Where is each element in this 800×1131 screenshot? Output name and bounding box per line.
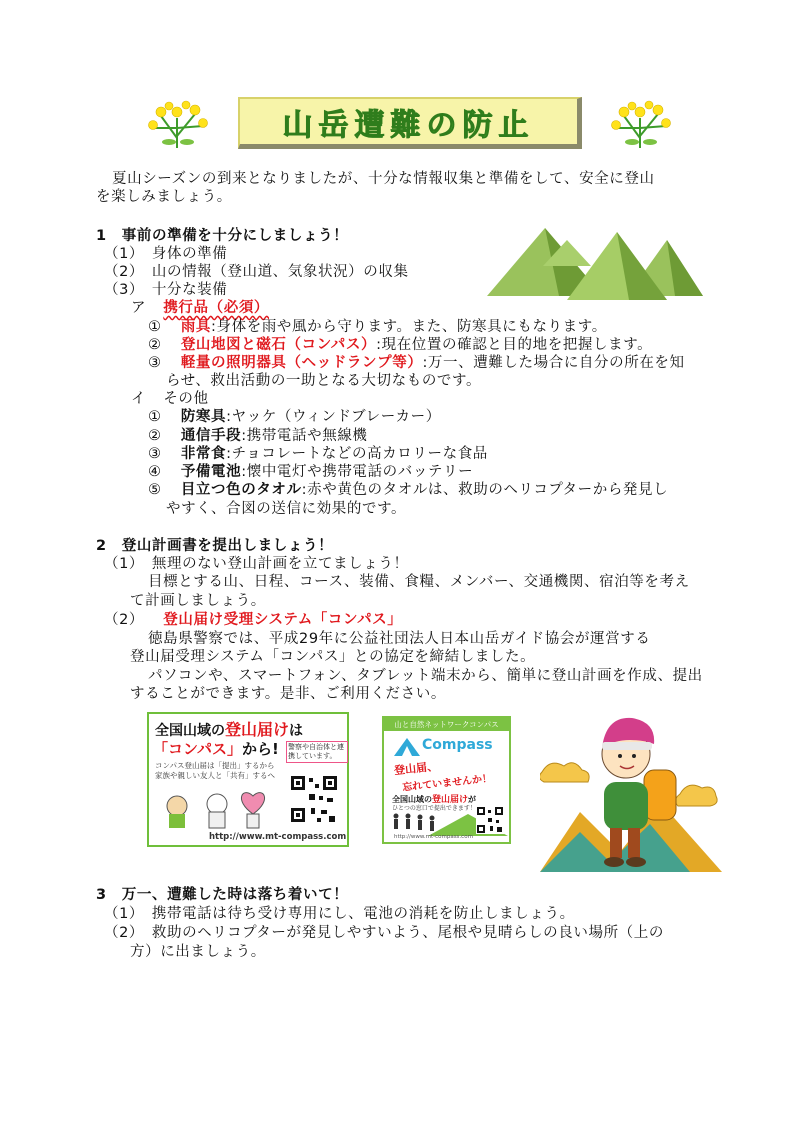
mountains-illustration <box>487 226 703 306</box>
flower-left-icon <box>143 98 211 150</box>
flyer1-line1 <box>155 717 303 740</box>
s2-item-2 <box>104 611 402 630</box>
compass-flyer-1 <box>147 712 349 847</box>
s1-a1 <box>148 318 607 337</box>
s1-item-1: （1） 身体の準備 <box>104 246 228 262</box>
b2-num: ② <box>148 428 162 444</box>
b5-num: ⑤ <box>148 482 162 498</box>
flyer2-line2: ひとつの窓口で提出できます！ <box>392 805 476 812</box>
b1-text: :ヤッケ（ウィンドブレーカー） <box>226 409 441 425</box>
a2-text: :現在位置の確認と目的地を把握します。 <box>376 337 653 353</box>
s1-sub-a <box>131 299 269 318</box>
flyer2-url: http://www.mt-compass.com <box>394 834 473 840</box>
b3-num: ③ <box>148 446 162 462</box>
section3-heading: 3 万一、遭難した時は落ち着いて！ <box>96 887 349 903</box>
flyer1-line2 <box>153 738 279 759</box>
b3-key: 非常食 <box>180 446 227 462</box>
b4-num: ④ <box>148 464 162 480</box>
b1-key: 防寒具 <box>180 409 227 425</box>
s2-item-2-title: 登山届け受理システム「コンパス」 <box>163 612 403 628</box>
s1-a3 <box>148 354 685 373</box>
a3-num: ③ <box>148 355 162 371</box>
s1-a2 <box>148 336 652 355</box>
flyer1-line2a: 「コンパス」 <box>153 740 242 758</box>
flyer1-line1c: は <box>289 723 304 739</box>
compass-logo-icon <box>394 736 420 756</box>
s3-item-2b: 方）に出ましょう。 <box>130 944 266 960</box>
flyer2-line1a: 全国山域の <box>392 795 432 804</box>
section1-heading: 1 事前の準備を十分にしましょう！ <box>96 228 349 244</box>
flyer1-line1a: 全国山域の <box>155 723 225 739</box>
s2-p2b: することができます。是非、ご利用ください。 <box>130 686 446 702</box>
s2-p1a: 徳島県警察では、平成29年に公益社団法人日本山岳ガイド協会が運営する <box>148 631 651 647</box>
flyer2-line1b: 登山届け <box>432 795 469 805</box>
b5-text: :赤や黄色のタオルは、救助のヘリコプターから発見し <box>301 482 669 498</box>
flyer1-small2: 家族や親しい友人と「共有」するへ <box>155 771 275 780</box>
flyer1-line2b: から! <box>241 740 279 758</box>
page-title: 山岳遭難の防止 <box>282 107 535 143</box>
s2-p1b: 登山届受理システム「コンパス」との協定を締結しました。 <box>130 649 536 665</box>
a1-key: 雨具 <box>180 319 212 335</box>
s2-p2a: パソコンや、スマートフォン、タブレット端末から、簡単に登山計画を作成、提出 <box>148 668 703 684</box>
s1-sub-a-title: 携行品（必須） <box>163 300 270 316</box>
a1-text: :身体を雨や風から守ります。また、防寒具にもなります。 <box>211 319 607 335</box>
section2-heading: 2 登山計画書を提出しましょう！ <box>96 538 334 554</box>
b4-text: :懐中電灯や携帯電話のバッテリー <box>241 464 474 480</box>
s3-item-1: （1） 携帯電話は待ち受け専用にし、電池の消耗を防止しましょう。 <box>104 906 575 922</box>
flower-right-icon <box>606 98 674 150</box>
s1-item-2: （2） 山の情報（登山道、気象状況）の収集 <box>104 264 409 280</box>
s1-sub-b <box>131 390 209 409</box>
s1-b1 <box>148 408 441 427</box>
s2-item-1: （1） 無理のない登山計画を立てましょう！ <box>104 556 409 572</box>
a1-num: ① <box>148 319 162 335</box>
b4-key: 予備電池 <box>180 464 242 480</box>
flyer1-small1: コンパス登山届は「提出」するから <box>155 761 275 770</box>
s2-item-1-text-1: 目標とする山、日程、コース、装備、食糧、メンバー、交通機関、宿泊等を考え <box>148 574 690 590</box>
s1-b5-cont: やすく、合図の送信に効果的です。 <box>166 501 407 517</box>
flyer1-note: 警察や自治体と連携しています。 <box>286 741 348 763</box>
s1-sub-a-label: ア <box>131 300 147 316</box>
flyer2-line1c: が <box>468 795 477 804</box>
s2-item-1-text-2: て計画しましょう。 <box>130 593 266 609</box>
s3-item-2a: （2） 救助のヘリコプターが発見しやすいよう、尾根や見晴らしの良い場所（上の <box>104 925 664 941</box>
mascots-illustration <box>157 784 277 832</box>
intro-line-1: 夏山シーズンの到来となりましたが、十分な情報収集と準備をして、安全に登山 <box>112 171 655 187</box>
flyer1-url: http://www.mt-compass.com <box>209 832 347 842</box>
s1-sub-b-label: イ <box>131 391 147 407</box>
page-title-banner <box>238 97 582 149</box>
s1-b3 <box>148 445 488 464</box>
s1-b5 <box>148 481 668 500</box>
flyer2-slogan2: 忘れていませんか！ <box>401 773 493 794</box>
s1-sub-b-title: その他 <box>163 391 209 407</box>
a3-text: :万一、遭難した場合に自分の所在を知 <box>422 355 685 371</box>
a3-key: 軽量の照明器具（ヘッドランプ等） <box>180 355 423 371</box>
b5-key: 目立つ色のタオル <box>180 482 302 498</box>
a2-key: 登山地図と磁石（コンパス） <box>180 337 377 353</box>
qr-code-icon <box>289 774 339 824</box>
compass-flyer-2 <box>382 716 511 844</box>
hiker-illustration <box>540 712 722 872</box>
s1-a3-cont: らせ、救出活動の一助となる大切なものです。 <box>166 373 482 389</box>
qr-code-icon <box>476 806 504 834</box>
s1-b4 <box>148 463 473 482</box>
s1-item-3: （3） 十分な装備 <box>104 282 228 298</box>
b3-text: :チョコレートなどの高カロリーな食品 <box>226 446 488 462</box>
b2-key: 通信手段 <box>180 428 242 444</box>
s1-b2 <box>148 427 368 446</box>
s2-item-2-num: （2） <box>104 612 145 628</box>
intro-line-2: を楽しみましょう。 <box>96 189 232 205</box>
b1-num: ① <box>148 409 162 425</box>
flyer2-header: 山と自然ネットワークコンパス <box>384 718 509 731</box>
flyer2-slogan1: 登山届、 <box>393 759 439 778</box>
b2-text: :携帯電話や無線機 <box>241 428 368 444</box>
a2-num: ② <box>148 337 162 353</box>
flyer1-line1b: 登山届け <box>225 720 290 739</box>
flyer2-brand: Compass <box>422 737 493 753</box>
